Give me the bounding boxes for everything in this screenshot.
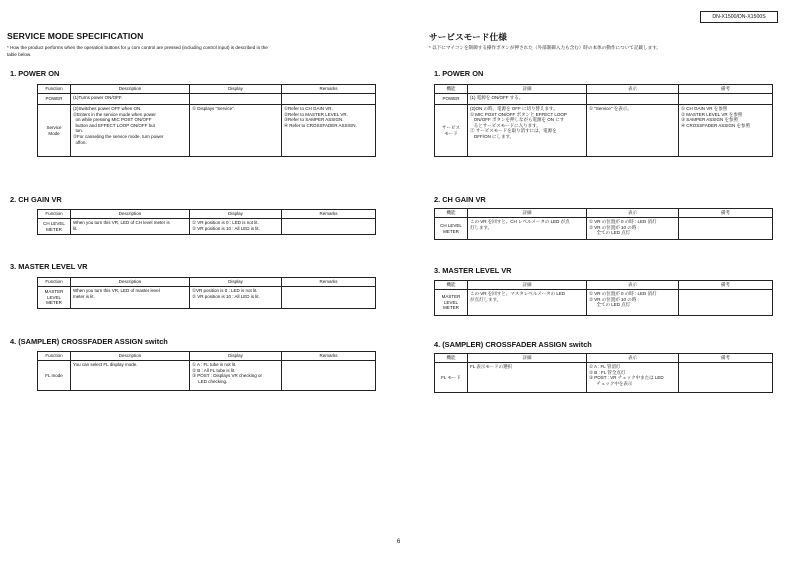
section-title-crossfader-ja: 4. (SAMPLER) CROSSFADER ASSIGN switch: [434, 340, 592, 349]
ch-gain-table-ja: 機能 詳細 表示 備考 CH LEVEL METER この VR を回すと、CH レベルメータの LED が点 灯します。 ① VR の位置が 0 の時 : LED 消灯 ② VR の位置が 10 の時 : 全ての LED 点灯: [434, 208, 773, 240]
table-row: FL mode You can select FL display mode. ① A : FL tube is not lit. ② B : All FL tube is lit. ③ POST : Displays VR checking or LED checking.: [38, 361, 376, 391]
table-row: POWER (1) 電源を ON/OFF する。: [435, 94, 773, 105]
header-function: Function: [38, 85, 71, 94]
page-title-ja: サービスモード仕様: [429, 32, 507, 42]
model-code-badge: DN-X1500/DN-X1500S: [700, 11, 778, 23]
section-title-ch-gain-ja: 2. CH GAIN VR: [434, 195, 486, 204]
table-row: MASTER LEVEL METER この VR を回すと、マスタレベルメータの LED が点灯します。 ① VR の位置が 0 の時 : LED 消灯 ② VR の位置が 10 の時 : 全ての LED 点灯: [435, 290, 773, 316]
section-title-power-on-ja: 1. POWER ON: [434, 69, 484, 78]
crossfader-table-en: Function Description Display Remarks FL mode You can select FL display mode. ① A : FL tube is not lit. ② B : All FL tube is lit. ③ POST : Displays VR checking or LED checking.: [37, 351, 376, 391]
table-row: サービス モード (2)ON の時、電源を OFF に切り替えます。 ① MIC POST ON/OFF ボタンと EFFECT LOOP ON/OFF ボタンを押しながら電源を ON にす るとサービスモードに入ります。 ② サービスモードを取り消すには、電源を OFF/ON にします。 ① "Service" を表示。 ① CH GAIN VR を参照 ② MASTER LEVEL VR を参照 ③ SAMPER ASSIGN を参照 ④ CROSSFADER ASSIGN を参照: [435, 105, 773, 157]
table-row: CH LEVEL METER この VR を回すと、CH レベルメータの LED が点 灯します。 ① VR の位置が 0 の時 : LED 消灯 ② VR の位置が 10 の時 : 全ての LED 点灯: [435, 218, 773, 240]
header-description: Description: [71, 85, 190, 94]
section-title-crossfader-en: 4. (SAMPLER) CROSSFADER ASSIGN switch: [10, 337, 168, 346]
page-number: 6: [397, 539, 401, 545]
section-title-master-level-en: 3. MASTER LEVEL VR: [10, 262, 88, 271]
section-title-power-on-en: 1. POWER ON: [10, 69, 60, 78]
table-row: Service Mode (2)Switches power OFF when ON. ①Enters in the service mode when power on while pressing MIC POST ON/OFF button and EFFECT LOOP ON/OFF but ton. ②For canseling the service mode, turn power offon. ① Displays "Service". ①Refer to CH GAIN VR. ②Refer to MASTER LEVEL VR. ③Refer to SAMPER ASSIGN. ④ Refer to CROSSFADER ASSIGN.: [38, 105, 376, 157]
header-remarks: Remarks: [282, 85, 376, 94]
header-display: Display: [190, 85, 282, 94]
table-row: FL モード FL 表示モードの選択 ① A : FL 管消灯 ② B : FL 管全点灯 ③ POST : VR チェック中または LED チェック中を表示: [435, 363, 773, 393]
master-level-table-ja: 機能 詳細 表示 備考 MASTER LEVEL METER この VR を回すと、マスタレベルメータの LED が点灯します。 ① VR の位置が 0 の時 : LED 消灯 ② VR の位置が 10 の時 : 全ての LED 点灯: [434, 280, 773, 316]
intro-note-ja: * 以下にマイコンを制御する操作ボタンが押された（外部制御入力も含む）時の本体の動作について記載します。: [429, 45, 662, 50]
intro-note-en: * How the product performs when the operation buttons for μ com control are pressed (including control input) is described in the table below.: [7, 45, 268, 57]
section-title-ch-gain-en: 2. CH GAIN VR: [10, 195, 62, 204]
crossfader-table-ja: 機能 詳細 表示 備考 FL モード FL 表示モードの選択 ① A : FL 管消灯 ② B : FL 管全点灯 ③ POST : VR チェック中または LED チェック中を表示: [434, 353, 773, 393]
power-on-table-ja: 機能 詳細 表示 備考 POWER (1) 電源を ON/OFF する。 サービス モード (2)ON の時、電源を OFF に切り替えます。 ① MIC POST ON/OFF ボタンと EFFECT LOOP ON/OFF ボタンを押しながら電源を ON にす るとサービスモードに入ります。 ② サービスモードを取り消すには、電源を OFF/ON にします。 ① "Service" を表示。 ① CH GAIN VR を参照 ② MASTER LEVEL VR を参照 ③ SAMPER ASSIGN を参照 ④ CROSSFADER ASSIGN を参照: [434, 84, 773, 157]
power-on-table-en: [37, 84, 376, 157]
table-row: POWER (1)Turns power ON/OFF.: [38, 94, 376, 105]
table-row: CH LEVEL METER When you turn this VR, LED of CH level meter is lit. ① VR position is 0 : LED is not lit. ② VR position is 10 : All LED is lit.: [38, 219, 376, 235]
ch-gain-table-en: Function Description Display Remarks CH LEVEL METER When you turn this VR, LED of CH level meter is lit. ① VR position is 0 : LED is not lit. ② VR position is 10 : All LED is lit.: [37, 209, 376, 235]
section-title-master-level-ja: 3. MASTER LEVEL VR: [434, 266, 512, 275]
page-title-en: SERVICE MODE SPECIFICATION: [7, 31, 144, 41]
master-level-table-en: Function Description Display Remarks MASTER LEVEL METER When you turn this VR, LED of master level meter is lit. ①VR position is 0 : LED is not lit. ② VR position is 10 : All LED is lit.: [37, 277, 376, 309]
table-row: MASTER LEVEL METER When you turn this VR, LED of master level meter is lit. ①VR position is 0 : LED is not lit. ② VR position is 10 : All LED is lit.: [38, 287, 376, 309]
